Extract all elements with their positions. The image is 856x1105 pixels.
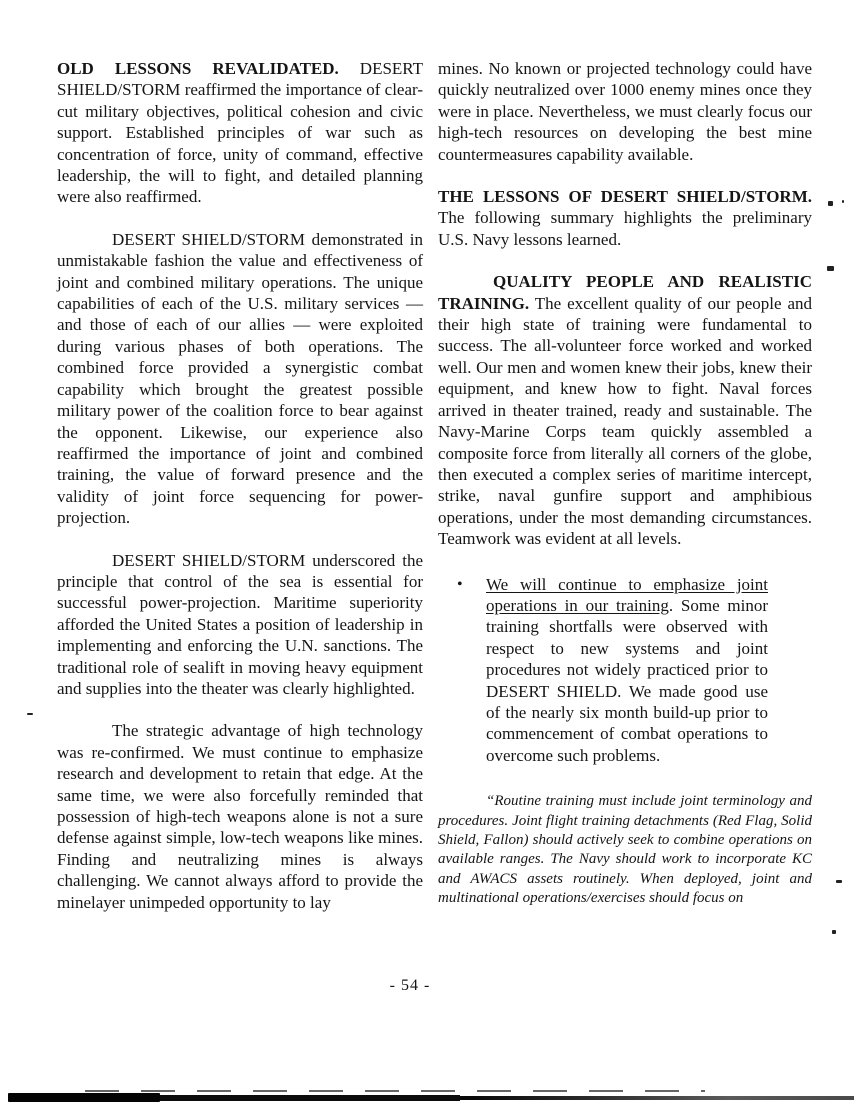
quality-people-heading: QUALITY PEOPLE AND REALISTIC TRAINING.: [438, 272, 812, 313]
paragraph-high-tech: The strategic advantage of high technology was re-confirmed. We must continue to emphasize research and development to retain that edge. At the same time, we were also forcefully reminded that possession of high-tech weapons alone is not a sure defense against simple, low-tech weapons like mines. Finding and neutralizing mines is always challenging. We cannot always afford to provide the minelayer unimpeded opportunity to lay: [57, 721, 423, 912]
right-column: [438, 58, 812, 909]
paragraph-lessons-heading: [438, 186, 812, 250]
scan-artifact-blob: [8, 1093, 160, 1102]
paragraph-mines: mines. No known or projected technology could have quickly neutralized over 1000 enemy mines once they were in place. Nevertheless, we must clearly focus our high-tech resources on developing the best mine countermeasures capability available.: [438, 59, 812, 164]
paragraph-text: The following summary highlights the preliminary U.S. Navy lessons learned.: [438, 208, 812, 249]
paragraph-quality-people: [438, 271, 812, 549]
paragraph-old-lessons: [57, 58, 423, 208]
bullet-text: [486, 574, 768, 767]
paragraph-text: DESERT SHIELD/STORM reaffirmed the importance of clear-cut military objectives, political cohesion and civic support. Established principles of war such as concentration of force, unity of command, effective leadership, the will to fight, and detailed planning were also reaffirmed.: [57, 59, 424, 207]
italic-quote-paragraph: “Routine training must include joint terminology and procedures. Joint flight training detachments (Red Flag, Solid Shield, Fallon) should actively seek to combine operations on available ranges. The Navy should work to incorporate KC and AWACS assets routinely. When deployed, joint and multinational operations/exercises should focus on: [438, 793, 812, 907]
scan-artifact-bar-mid: [160, 1095, 460, 1101]
paragraph-text: The excellent quality of our people and their high state of training were fundamental to success. The all-volunteer force worked and worked well. Our men and women knew their jobs, knew their equipment, and knew how to fight. Naval forces arrived in theater trained, ready and sustainable. The Navy-Marine Corps team quickly assembled a composite force from literally all corners of the globe, then executed a complex series of maritime intercept, strike, naval gunfire support and amphibious operations, under the most demanding circumstances. Teamwork was evident at all levels.: [438, 293, 812, 549]
page-number: - 54 -: [389, 977, 431, 994]
lessons-heading: THE LESSONS OF DESERT SHIELD/STORM.: [438, 187, 812, 207]
scan-speck: [832, 930, 836, 934]
old-lessons-heading: OLD LESSONS REVALIDATED.: [57, 59, 339, 78]
bullet-icon: •: [457, 575, 463, 593]
bullet-item: [438, 574, 768, 767]
scan-speck: [828, 201, 833, 206]
paragraph-joint-operations: DESERT SHIELD/STORM demonstrated in unmistakable fashion the value and effectiveness of joint and combined military operations. The unique capabilities of each of the U.S. military services — and those of each of our allies — were exploited during various phases of both operations. The combined force provided a synergistic combat capability which brought the greatest possible military power of the coalition force to bear against the opponent. Likewise, our experience also reaffirmed the importance of joint and combined training, the value of forward presence and the validity of joint force sequencing for power-projection.: [57, 229, 423, 528]
scan-speck: [827, 266, 834, 271]
paragraph-text: . Some minor training shortfalls were observed with respect to new systems and joint procedures not widely practiced prior to DESERT SHIELD. We made good use of the nearly six month build-up prior to commencement of combat operations to overcome such problems.: [486, 595, 768, 765]
paragraph-sea-control: DESERT SHIELD/STORM underscored the principle that control of the sea is essential for successful power-projection. Maritime superiority afforded the United States a position of leadership in implementing and enforcing the U.N. sanctions. The traditional role of sealift in moving heavy equipment and supplies into the theater was clearly highlighted.: [57, 550, 423, 698]
scan-speck: [27, 713, 33, 715]
scan-artifact-dashes: [85, 1090, 705, 1092]
underlined-phrase: We will continue to emphasize joint operations in our training: [486, 574, 768, 615]
scan-speck: [836, 880, 842, 883]
left-column: [57, 58, 423, 934]
scan-speck: [842, 200, 844, 203]
